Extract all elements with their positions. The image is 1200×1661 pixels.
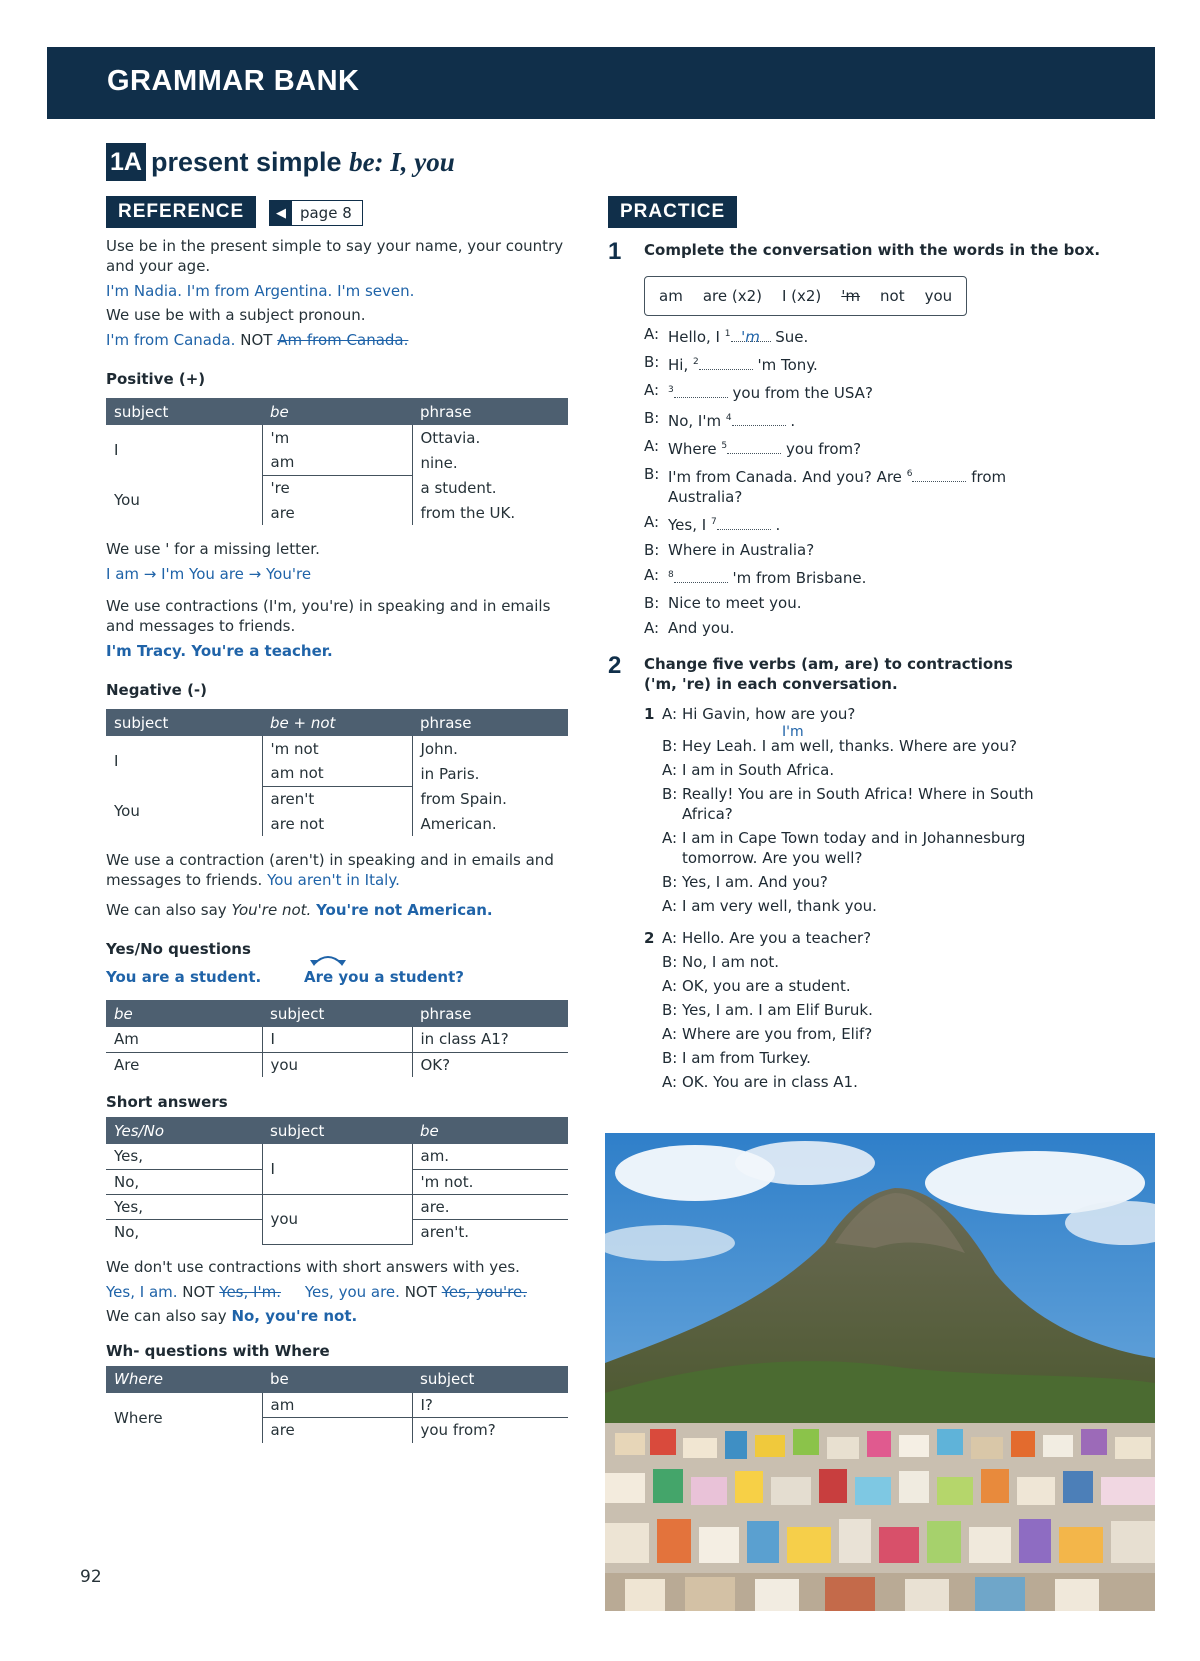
be-cell: aren't (262, 786, 412, 811)
negative-heading: Negative (-) (106, 681, 208, 699)
swap-arrows-icon (306, 952, 350, 968)
table-cell: Yes, (106, 1194, 262, 1219)
gap-field[interactable] (717, 515, 771, 530)
short-answers-heading: Short answers (106, 1093, 228, 1111)
dialogue-line (644, 464, 1154, 507)
conv-line (644, 724, 1154, 756)
yesno-heading: Yes/No questions (106, 940, 251, 958)
conv-index: 2 (644, 929, 655, 947)
conv-line (644, 976, 1154, 996)
col-header: Where (106, 1366, 262, 1393)
gap-number: 5 (721, 441, 728, 451)
col-header: phrase (412, 398, 568, 425)
be-cell: am (262, 450, 412, 475)
short-also (106, 1306, 568, 1326)
table-cell: OK? (412, 1052, 568, 1077)
not-label: NOT (404, 1282, 437, 1301)
line-text: from Australia? (668, 468, 1007, 506)
intro-text-1: Use be in the present simple to say your name, your country and your age. (106, 237, 564, 275)
gap-number: 6 (906, 469, 913, 479)
table-cell: you (262, 1052, 412, 1077)
line-text (682, 724, 1017, 756)
wh-heading: Wh- questions with Where (106, 1341, 330, 1360)
unit-title-plain: present simple (150, 146, 342, 177)
conv-line (644, 760, 1154, 780)
line-text: Yes, I am. I am Elif Buruk. (682, 1001, 873, 1019)
phrase-cell: in Paris. (412, 761, 568, 786)
col-header: be (262, 1366, 412, 1393)
line-text: Where are you from, Elif? (682, 1025, 873, 1043)
be-cell: are not (262, 811, 412, 836)
page-number: 92 (80, 1567, 102, 1587)
table-cell: Where (114, 1408, 163, 1427)
speaker: A: (662, 761, 678, 779)
speaker: B: (662, 953, 678, 971)
gap-field[interactable] (727, 439, 781, 454)
gap-number: 4 (725, 413, 732, 423)
short-answers-table (106, 1117, 568, 1245)
exercise-1-heading (608, 240, 1154, 264)
short-ex2-wrong: Yes, you're. (441, 1282, 527, 1301)
col-header: subject (262, 1000, 412, 1027)
negative-note (106, 850, 568, 890)
line-text: 'm from Brisbane. (732, 569, 867, 587)
phrase-cell: a student. (412, 475, 568, 500)
table-cell: No, (114, 1222, 140, 1241)
table-cell: you from? (412, 1418, 568, 1443)
exercise-instruction: Change five verbs (am, are) to contractions ('m, 're) in each conversation. (644, 655, 1013, 693)
dialogue-line (644, 565, 1154, 588)
dialogue-line (644, 324, 1154, 347)
speaker: A: (644, 513, 660, 531)
apostrophe-example: I am → I'm You are → You're (106, 565, 312, 583)
speaker: B: (662, 737, 678, 755)
conv-line (644, 872, 1154, 892)
conversation-1 (644, 704, 1154, 916)
table-cell: are. (412, 1194, 568, 1219)
phrase-cell: from the UK. (412, 500, 568, 525)
conv-line (644, 896, 1154, 916)
gap-field[interactable] (912, 467, 966, 482)
line-text: Yes, I (668, 516, 707, 534)
col-header: be (262, 398, 412, 425)
question-example: Are you a student? (304, 968, 464, 986)
table-cell: Are (114, 1055, 140, 1074)
line-text: Nice to meet you. (668, 594, 802, 612)
speaker: B: (644, 409, 660, 427)
speaker: A: (662, 1025, 678, 1043)
table-cell: I? (412, 1393, 568, 1418)
table-cell: 'm not. (412, 1169, 568, 1194)
line-text: . (790, 412, 796, 430)
exercise-2-heading (608, 654, 1154, 694)
col-header: be (106, 1000, 262, 1027)
negative-note-text: We use a contraction (aren't) in speaking and in emails and messages to friends. (106, 851, 554, 889)
practice-column (608, 196, 1154, 1096)
phrase-cell: John. (412, 736, 568, 761)
conversation-2 (644, 928, 1154, 1092)
dialogue-line (644, 408, 1154, 431)
gap-number: 3 (668, 385, 674, 395)
short-ex1-correct: Yes, I am. (106, 1282, 178, 1301)
speaker: A: (662, 977, 678, 995)
negative-example: You aren't in Italy. (267, 871, 400, 889)
be-cell: are (262, 500, 412, 525)
dialogue-line (644, 593, 1154, 613)
gap-number: 7 (710, 517, 717, 527)
table-cell: I (262, 1027, 412, 1052)
table-cell: am (262, 1393, 412, 1418)
reference-column (106, 196, 568, 1443)
conv-line (644, 928, 1154, 948)
speaker: B: (662, 873, 678, 891)
table-cell: Am (106, 1027, 262, 1052)
exercise-1-dialogue (644, 324, 1154, 638)
example-correction: I'm (782, 724, 804, 740)
word-box-item: are (x2) (702, 287, 762, 305)
negative-also (106, 900, 568, 920)
statement-example: You are a student. (106, 968, 262, 986)
back-arrow-icon: ◀ (270, 200, 292, 226)
dialogue-line (644, 352, 1154, 375)
table-cell: you (262, 1194, 412, 1244)
banner-title: GRAMMAR BANK (107, 65, 360, 97)
houses (605, 1423, 1155, 1611)
also-example: No, you're not. (231, 1306, 358, 1325)
conv-line (644, 952, 1154, 972)
be-cell: 'm not (262, 736, 412, 761)
exercise-number: 2 (608, 652, 622, 679)
page-reference-link[interactable] (269, 200, 363, 226)
also-pre: We can also say (106, 901, 227, 919)
line-text: you from the USA? (732, 384, 873, 402)
line-text: Yes, I am. And you? (682, 873, 828, 891)
line-text: OK, you are a student. (682, 977, 851, 995)
gap-number: 2 (693, 357, 699, 367)
short-ex1-wrong: Yes, I'm. (219, 1282, 281, 1301)
table-cell: I (262, 1144, 412, 1194)
dialogue-line (644, 512, 1154, 535)
phrase-cell: from Spain. (412, 786, 568, 811)
speaker: A: (644, 566, 660, 584)
example-2-correct: I'm from Canada. (106, 331, 236, 349)
example-2-wrong: Am from Canada. (277, 331, 409, 349)
line-text: And you. (668, 619, 735, 637)
speaker: A: (644, 619, 660, 637)
phrase-cell: American. (412, 811, 568, 836)
dialogue-line (644, 540, 1154, 560)
line-text: No, I'm (668, 412, 722, 430)
speaker: B: (662, 1001, 678, 1019)
reference-tag: REFERENCE (106, 196, 256, 228)
conv-index: 1 (644, 705, 655, 723)
word-box-item: I (x2) (781, 287, 822, 305)
apostrophe-note: We use ' for a missing letter. (106, 540, 320, 558)
table-cell: in class A1? (412, 1027, 568, 1052)
be-cell: 're (262, 475, 412, 500)
not-label: NOT (182, 1282, 215, 1301)
contraction-note: We use contractions (I'm, you're) in speaking and in emails and messages to friends. (106, 597, 551, 635)
col-header: be + not (262, 709, 412, 736)
line-text: I am in South Africa. (682, 761, 835, 779)
practice-tag: PRACTICE (608, 196, 737, 228)
conv-line (644, 828, 1154, 868)
gap-number: 1 (724, 329, 731, 339)
unit-code: 1A (106, 143, 146, 181)
line-text: Where in Australia? (668, 541, 815, 559)
gap-number: 8 (668, 570, 674, 580)
col-header: subject (106, 709, 262, 736)
cape-town-photo (605, 1133, 1155, 1611)
speaker: A: (644, 381, 660, 399)
short-examples (106, 1282, 568, 1302)
line-text: I am very well, thank you. (682, 897, 877, 915)
speaker: A: (644, 325, 660, 343)
negative-table (106, 709, 568, 836)
speaker: B: (662, 1049, 678, 1067)
line-text: Hi, (668, 356, 689, 374)
line-text: I'm from Canada. And you? Are (668, 468, 902, 486)
line-text: Hello. Are you a teacher? (682, 929, 872, 947)
gap-field[interactable] (731, 327, 771, 346)
subject-cell: You (114, 802, 140, 820)
line-text: you from? (785, 440, 862, 458)
col-header: subject (106, 398, 262, 425)
speaker: A: (662, 829, 678, 847)
speaker: A: (662, 897, 678, 915)
not-label: NOT (240, 331, 273, 349)
conv-line (644, 1000, 1154, 1020)
line-text: Sue. (775, 328, 809, 346)
col-header: be (412, 1117, 568, 1144)
conv-line (644, 1048, 1154, 1068)
also-example: You're not American. (316, 901, 493, 919)
dialogue-line (644, 380, 1154, 403)
conv-line (644, 1024, 1154, 1044)
conv-line (644, 1072, 1154, 1092)
word-box-item: am (659, 287, 683, 305)
subject-cell: You (114, 491, 140, 509)
word-box-item: not (880, 287, 905, 305)
unit-title (151, 147, 455, 178)
positive-heading: Positive (+) (106, 370, 206, 388)
exercise-instruction: Complete the conversation with the words in the box. (644, 241, 1101, 259)
example-1: I'm Nadia. I'm from Argentina. I'm seven. (106, 282, 415, 300)
contraction-example: I'm Tracy. You're a teacher. (106, 642, 333, 660)
short-ex2-correct: Yes, you are. (304, 1282, 400, 1301)
short-note: We don't use contractions with short answers with yes. (106, 1257, 520, 1276)
positive-table (106, 398, 568, 525)
header-banner (47, 47, 1155, 119)
speaker: B: (644, 541, 660, 559)
conv-line (644, 704, 1154, 724)
line-text: OK. You are in class A1. (682, 1073, 858, 1091)
line-text: 'm Tony. (757, 356, 818, 374)
question-transform (106, 964, 568, 990)
line-text: I am in Cape Town today and in Johannesburg tomorrow. Are you well? (682, 829, 1026, 867)
table-cell: am. (412, 1144, 568, 1169)
subject-cell: I (114, 441, 119, 459)
gap-field[interactable] (732, 411, 786, 426)
line-text: Hello, I (668, 328, 720, 346)
gap-field[interactable] (699, 355, 753, 370)
example-answer: 'm (741, 328, 760, 346)
subject-cell: I (114, 752, 119, 770)
table-cell: Yes, (106, 1144, 262, 1169)
line-text: Really! You are in South Africa! Where in South Africa? (682, 785, 1034, 823)
dialogue-line (644, 436, 1154, 459)
be-cell: am not (262, 761, 412, 786)
word-box (644, 276, 967, 316)
line-text: Hi Gavin, how are you? (682, 705, 856, 723)
word-box-item: you (924, 287, 953, 305)
exercise-number: 1 (608, 238, 622, 265)
col-header: subject (262, 1117, 412, 1144)
conv-line (644, 784, 1154, 824)
line-text: Where (668, 440, 717, 458)
line-text: . (775, 516, 781, 534)
phrase-cell: nine. (412, 450, 568, 475)
speaker: B: (644, 353, 660, 371)
unit-title-italic: be: I, you (349, 146, 455, 177)
speaker: A: (662, 929, 678, 947)
speaker: B: (644, 594, 660, 612)
line-text: I am from Turkey. (682, 1049, 811, 1067)
dialogue-line (644, 618, 1154, 638)
speaker: A: (662, 705, 678, 723)
also-pre: We can also say (106, 1306, 227, 1325)
yesno-table (106, 1000, 568, 1077)
speaker: B: (662, 785, 678, 803)
col-header: phrase (412, 709, 568, 736)
table-cell: No, (106, 1169, 262, 1194)
speaker: B: (644, 465, 660, 483)
also-italic: You're not. (231, 901, 312, 919)
wh-table (106, 1366, 568, 1443)
word-box-item-used: 'm (841, 287, 861, 305)
col-header: phrase (412, 1000, 568, 1027)
example-2 (106, 330, 568, 350)
intro-text-2: We use be with a subject pronoun. (106, 306, 366, 324)
line-text-body: Hey Leah. I am well, thanks. Where are you? (682, 737, 1017, 755)
table-cell: aren't. (412, 1219, 568, 1244)
col-header: Yes/No (106, 1117, 262, 1144)
phrase-cell: Ottavia. (412, 425, 568, 450)
speaker: A: (644, 437, 660, 455)
line-text: No, I am not. (682, 953, 780, 971)
gap-field[interactable] (674, 383, 728, 398)
page-reference-label: page 8 (299, 204, 352, 222)
unit-heading (106, 143, 455, 181)
col-header: subject (412, 1366, 568, 1393)
table-cell: are (262, 1418, 412, 1443)
be-cell: 'm (262, 425, 412, 450)
gap-field[interactable] (674, 568, 728, 583)
speaker: A: (662, 1073, 678, 1091)
landscape-illustration (605, 1133, 1155, 1611)
